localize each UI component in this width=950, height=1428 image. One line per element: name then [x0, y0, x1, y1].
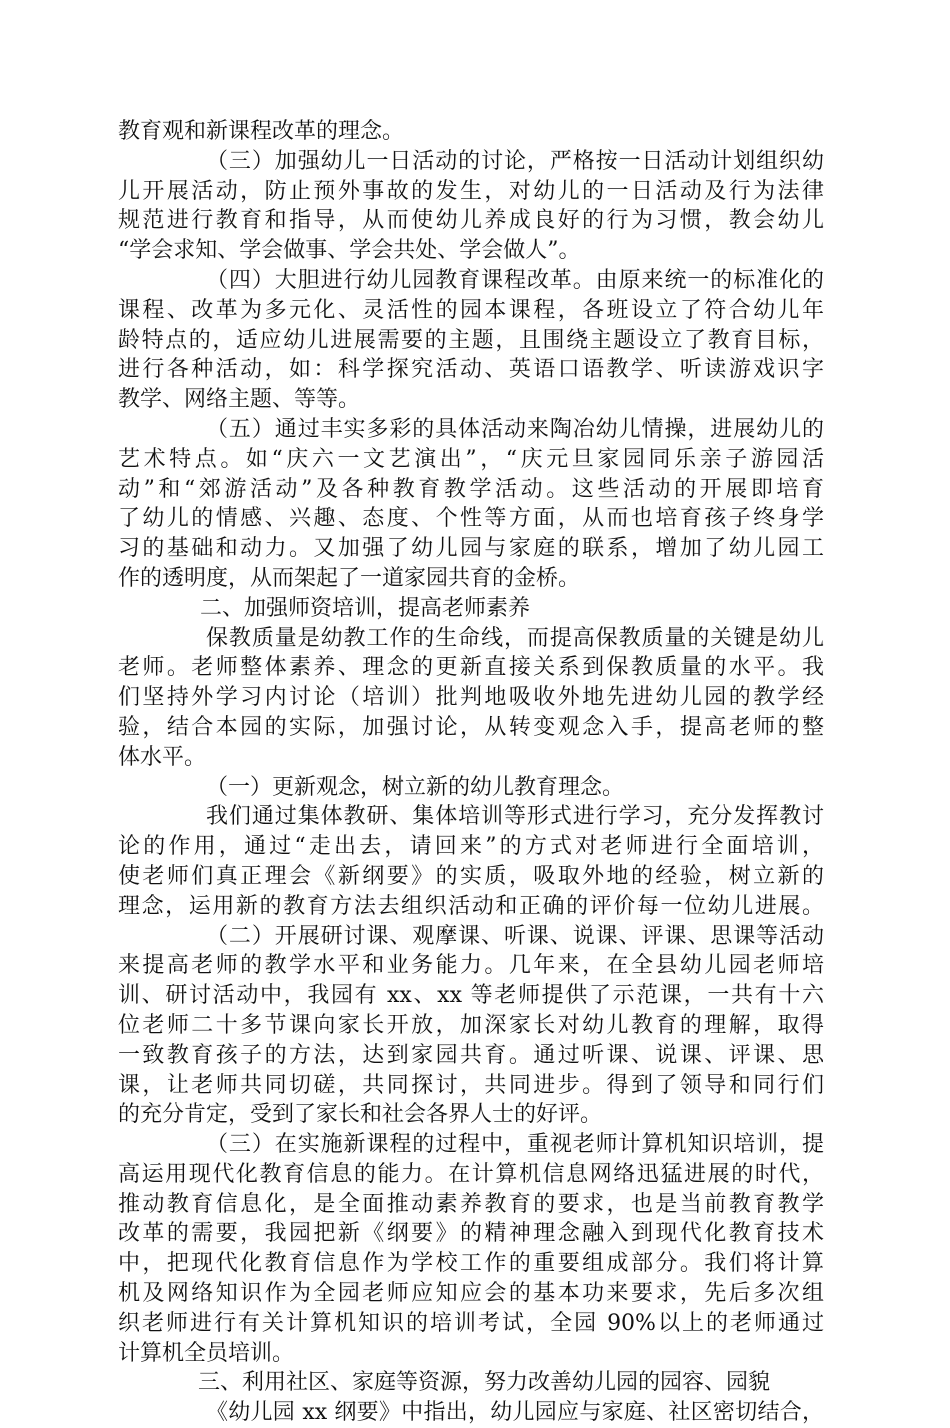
- text-line: 验，结合本园的实际，加强讨论，从转变观念入手，提高老师的整: [118, 714, 824, 740]
- text-line: 改革的需要，我园把新《纲要》的精神理念融入到现代化教育技术: [118, 1221, 824, 1247]
- text-line: （一）更新观念，树立新的幼儿教育理念。: [206, 774, 625, 800]
- text-line: 保教质量是幼教工作的生命线，而提高保教质量的关键是幼儿: [206, 625, 824, 651]
- text-line: 习的基础和动力。又加强了幼儿园与家庭的联系，增加了幼儿园工: [118, 536, 824, 562]
- text-line: 进行各种活动，如：科学探究活动、英语口语教学、听读游戏识字: [118, 357, 824, 383]
- text-line: 规范进行教育和指导，从而使幼儿养成良好的行为习惯，教会幼儿: [118, 208, 824, 234]
- text-line: 的充分肯定，受到了家长和社会各界人士的好评。: [118, 1102, 603, 1128]
- text-line: 理念，运用新的教育方法去组织活动和正确的评价每一位幼儿进展。: [118, 893, 824, 919]
- text-line: 们坚持外学习内讨论（培训）批判地吸收外地先进幼儿园的教学经: [118, 685, 824, 711]
- text-line: 机及网络知识作为全园老师应知应会的基本功来要求，先后多次组: [118, 1281, 824, 1307]
- text-line: 训、研讨活动中，我园有 xx、xx 等老师提供了示范课，一共有十六: [118, 983, 824, 1009]
- text-line: 织老师进行有关计算机知识的培训考试，全园 90%以上的老师通过: [118, 1310, 824, 1336]
- text-line: 课，让老师共同切磋，共同探讨，共同进步。得到了领导和同行们: [118, 1072, 824, 1098]
- document-body: [118, 117, 824, 1428]
- text-line: 教育观和新课程改革的理念。: [118, 119, 405, 144]
- text-line: 作的透明度，从而架起了一道家园共育的金桥。: [118, 565, 581, 591]
- text-line: （三）加强幼儿一日活动的讨论，严格按一日活动计划组织幼: [206, 148, 824, 174]
- text-line: “学会求知、学会做事、学会共处、学会做人”。: [118, 238, 581, 264]
- text-line: 使老师们真正理会《新纲要》的实质，吸取外地的经验，树立新的: [118, 863, 824, 889]
- text-line: 动”和“郊游活动”及各种教育教学活动。这些活动的开展即培育: [118, 476, 824, 502]
- text-line: 高运用现代化教育信息的能力。在计算机信息网络迅猛进展的时代，: [118, 1161, 824, 1187]
- text-line: 论的作用，通过“走出去，请回来”的方式对老师进行全面培训，: [118, 834, 824, 860]
- text-line: 推动教育信息化，是全面推动素养教育的要求，也是当前教育教学: [118, 1191, 824, 1217]
- text-line: 龄特点的，适应幼儿进展需要的主题，且围绕主题设立了教育目标，: [118, 327, 824, 353]
- section-heading: 三、利用社区、家庭等资源，努力改善幼儿园的园容、园貌: [198, 1370, 771, 1396]
- text-line: 来提高老师的教学水平和业务能力。几年来，在全县幼儿园老师培: [118, 953, 824, 979]
- text-line: 儿开展活动，防止预外事故的发生，对幼儿的一日活动及行为法律: [118, 178, 824, 204]
- text-line: 一致教育孩子的方法，达到家园共育。通过听课、说课、评课、思: [118, 1042, 824, 1068]
- text-line: 课程、改革为多元化、灵活性的园本课程，各班设立了符合幼儿年: [118, 297, 824, 323]
- text-line: 了幼儿的情感、兴趣、态度、个性等方面，从而也培育孩子终身学: [118, 506, 824, 532]
- text-line: 我们通过集体教研、集体培训等形式进行学习，充分发挥教讨: [206, 804, 824, 830]
- text-line: （五）通过丰实多彩的具体活动来陶冶幼儿情操，进展幼儿的: [206, 416, 824, 442]
- text-line: 计算机全员培训。: [118, 1340, 295, 1366]
- text-line: 教学、网络主题、等等。: [118, 387, 361, 413]
- text-line: 老师。老师整体素养、理念的更新直接关系到保教质量的水平。我: [118, 655, 824, 681]
- text-line: 位老师二十多节课向家长开放，加深家长对幼儿教育的理解，取得: [118, 1012, 824, 1038]
- section-heading: 二、加强师资培训，提高老师素养: [200, 595, 531, 621]
- text-line: （四）大胆进行幼儿园教育课程改革。由原来统一的标准化的: [206, 267, 824, 293]
- text-line: （二）开展研讨课、观摩课、听课、说课、评课、思课等活动: [206, 923, 824, 949]
- text-line: 中，把现代化教育信息作为学校工作的重要组成部分。我们将计算: [118, 1251, 824, 1277]
- text-line: 《幼儿园 xx 纲要》中指出，幼儿园应与家庭、社区密切结合，: [206, 1400, 824, 1426]
- text-line: （三）在实施新课程的过程中，重视老师计算机知识培训，提: [206, 1132, 824, 1158]
- text-line: 艺术特点。如“庆六一文艺演出”，“庆元旦家园同乐亲子游园活: [118, 446, 824, 472]
- text-line: 体水平。: [118, 744, 207, 770]
